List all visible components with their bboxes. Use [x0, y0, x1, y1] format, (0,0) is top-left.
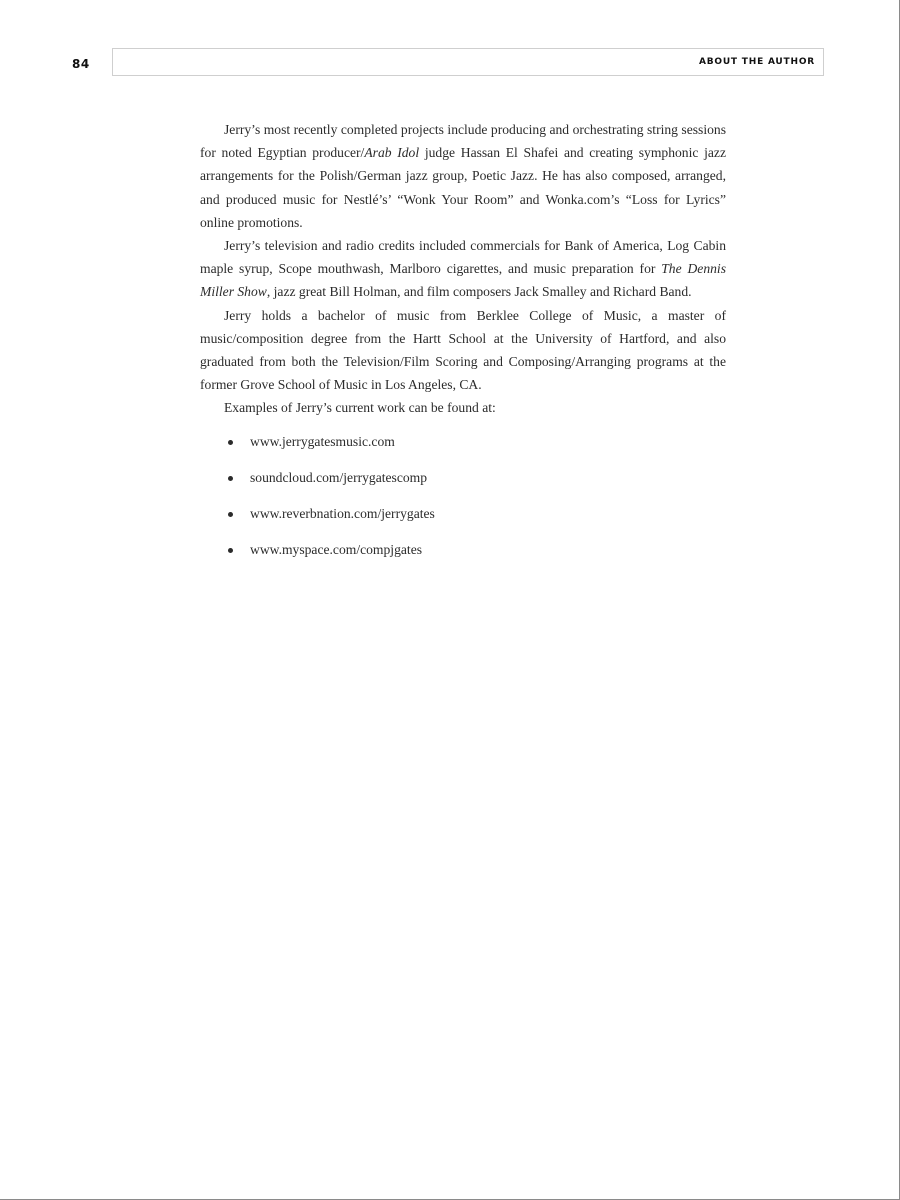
link-list — [228, 432, 726, 560]
paragraph-text: Jerry’s most recently completed projects include producing and orchestrating string sessions for noted Egyptian producer/ — [200, 122, 726, 161]
paragraph-credits — [200, 234, 726, 304]
bullet-icon — [228, 548, 233, 553]
paragraph-education — [200, 304, 726, 397]
bullet-icon — [228, 440, 233, 445]
paragraph-text: judge Hassan El Shafei and creating symphonic jazz arrangements for the Polish/German jazz group, Poetic Jazz. He has also composed, arranged, and produced music for Nestlé’s’ “Wonk Your Room” and Wonka.com’s “Loss for Lyrics” online promotions. — [200, 145, 726, 230]
link-text[interactable]: www.reverbnation.com/jerrygates — [250, 505, 435, 521]
page-number: 84 — [72, 57, 90, 71]
list-item — [228, 432, 726, 452]
italic-title: The Dennis Miller Show — [200, 261, 726, 300]
paragraph-text: Jerry holds a bachelor of music from Berklee College of Music, a master of music/composition degree from the Hartt School at the University of Hartford, and also graduated from both the Television/Film Scoring and Composing/Arranging programs at the former Grove School of Music in Los Angeles, CA. — [200, 307, 726, 393]
list-item — [228, 504, 726, 524]
link-text[interactable]: soundcloud.com/jerrygatescomp — [250, 469, 428, 485]
paragraph-examples — [200, 396, 726, 419]
paragraph-text: Jerry’s television and radio credits included commercials for Bank of America, Log Cabin maple syrup, Scope mouthwash, Marlboro cigarettes, and music preparation for — [200, 238, 726, 277]
paragraph-projects — [200, 118, 726, 234]
bullet-icon — [228, 512, 233, 517]
running-header — [112, 48, 824, 76]
paragraph-text: , jazz great Bill Holman, and film composers Jack Smalley and Richard Band. — [266, 284, 692, 300]
italic-title: Arab Idol — [364, 145, 420, 161]
running-title: ABOUT THE AUTHOR — [698, 57, 815, 67]
bullet-icon — [228, 476, 233, 481]
paragraph-text: Examples of Jerry’s current work can be found at: — [224, 400, 496, 416]
main-content — [200, 118, 726, 576]
list-item — [228, 468, 726, 488]
list-item — [228, 540, 726, 560]
link-text[interactable]: www.jerrygatesmusic.com — [250, 433, 395, 449]
link-text[interactable]: www.myspace.com/compjgates — [250, 541, 423, 557]
